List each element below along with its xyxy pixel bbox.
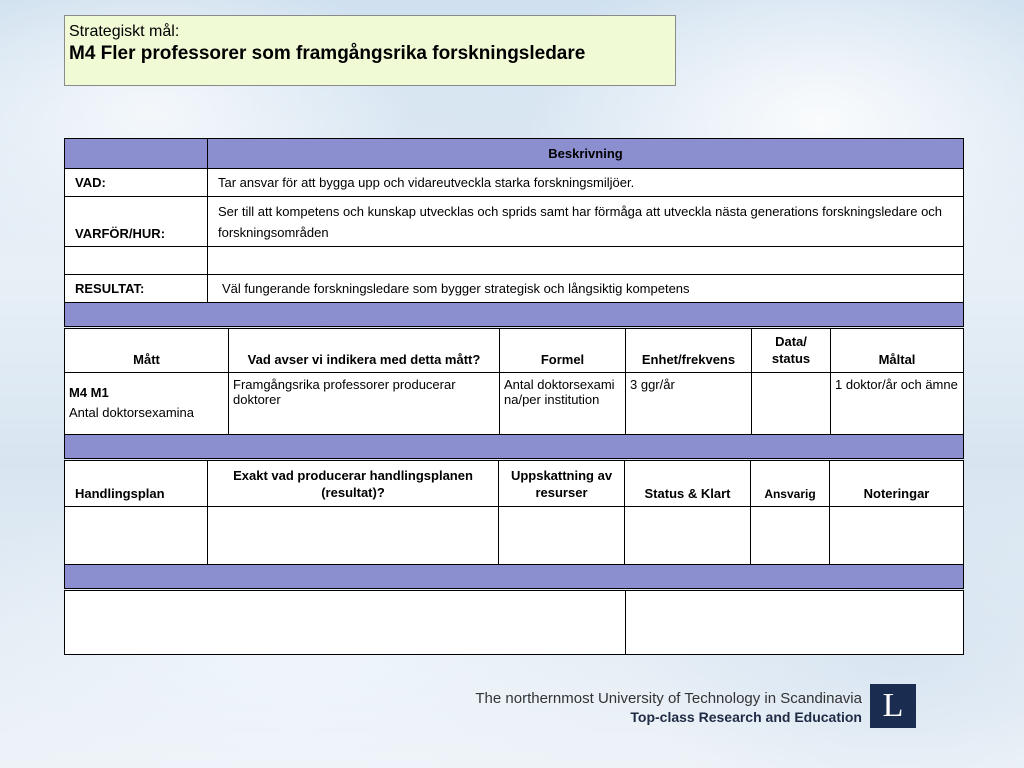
header-empty-cell (65, 139, 208, 169)
footer-university-line: The northernmost University of Technology in Scandinavia (475, 690, 862, 707)
action-plan-table (64, 460, 964, 589)
action-cell (625, 507, 751, 565)
col-header-formel: Formel (500, 329, 626, 373)
measure-name: Antal doktorsexamina (69, 405, 195, 420)
col-header-matt: Mått (65, 329, 229, 373)
separator-bar (65, 565, 964, 589)
measure-indikera: Framgångsrika professorer producerar doktorer (229, 373, 500, 435)
measure-formel: Antal doktorsexamina/per institution (500, 373, 626, 435)
col-header-resultat: Exakt vad producerar handlingsplanen (resultat)? (208, 461, 499, 507)
col-header-data-status: Data/ status (752, 329, 831, 373)
separator-bar (65, 303, 964, 327)
measure-code: M4 M1 (69, 385, 109, 400)
measure-enhet: 3 ggr/år (626, 373, 752, 435)
row-text-vad: Tar ansvar för att bygga upp och vidareutveckla starka forskningsmiljöer. (208, 169, 964, 197)
row-label-vad: VAD: (65, 169, 208, 197)
bottom-table (64, 590, 964, 655)
row-text-empty (208, 247, 964, 275)
row-label-resultat: RESULTAT: (65, 275, 208, 303)
col-header-noteringar: Noteringar (830, 461, 964, 507)
goal-title: M4 Fler professorer som framgångsrika forskningsledare (69, 43, 586, 64)
action-cell (830, 507, 964, 565)
row-label-varfor-hur: VARFÖR/HUR: (65, 197, 208, 247)
col-header-indikera: Vad avser vi indikera med detta mått? (229, 329, 500, 373)
footer-tagline (475, 690, 862, 726)
row-text-resultat: Väl fungerande forskningsledare som bygger strategisk och långsiktig kompetens (208, 275, 964, 303)
goal-title-box (64, 15, 676, 86)
bottom-cell-left (65, 591, 626, 655)
action-cell (751, 507, 830, 565)
university-logo: L (870, 684, 916, 728)
col-header-handlingsplan: Handlingsplan (65, 461, 208, 507)
action-cell (499, 507, 625, 565)
footer-slogan: Top-class Research and Education (630, 709, 862, 725)
action-cell (65, 507, 208, 565)
measure-status (752, 373, 831, 435)
description-table (64, 138, 964, 327)
goal-label: Strategiskt mål: (69, 23, 180, 40)
col-header-ansvarig: Ansvarig (751, 461, 830, 507)
measure-cell (65, 373, 229, 435)
row-label-empty (65, 247, 208, 275)
col-header-resurser: Uppskattning av resurser (499, 461, 625, 507)
measure-maltal: 1 doktor/år och ämne (831, 373, 964, 435)
col-header-status-klart: Status & Klart (625, 461, 751, 507)
description-header: Beskrivning (208, 139, 964, 169)
col-header-enhet: Enhet/frekvens (626, 329, 752, 373)
bottom-cell-right (626, 591, 964, 655)
action-cell (208, 507, 499, 565)
col-header-maltal: Måltal (831, 329, 964, 373)
separator-bar (65, 435, 964, 459)
measures-table (64, 328, 964, 459)
row-text-varfor-hur: Ser till att kompetens och kunskap utvecklas och sprids samt har förmåga att utveckla nästa generations forskningsledare och forskningsområden (208, 197, 964, 247)
